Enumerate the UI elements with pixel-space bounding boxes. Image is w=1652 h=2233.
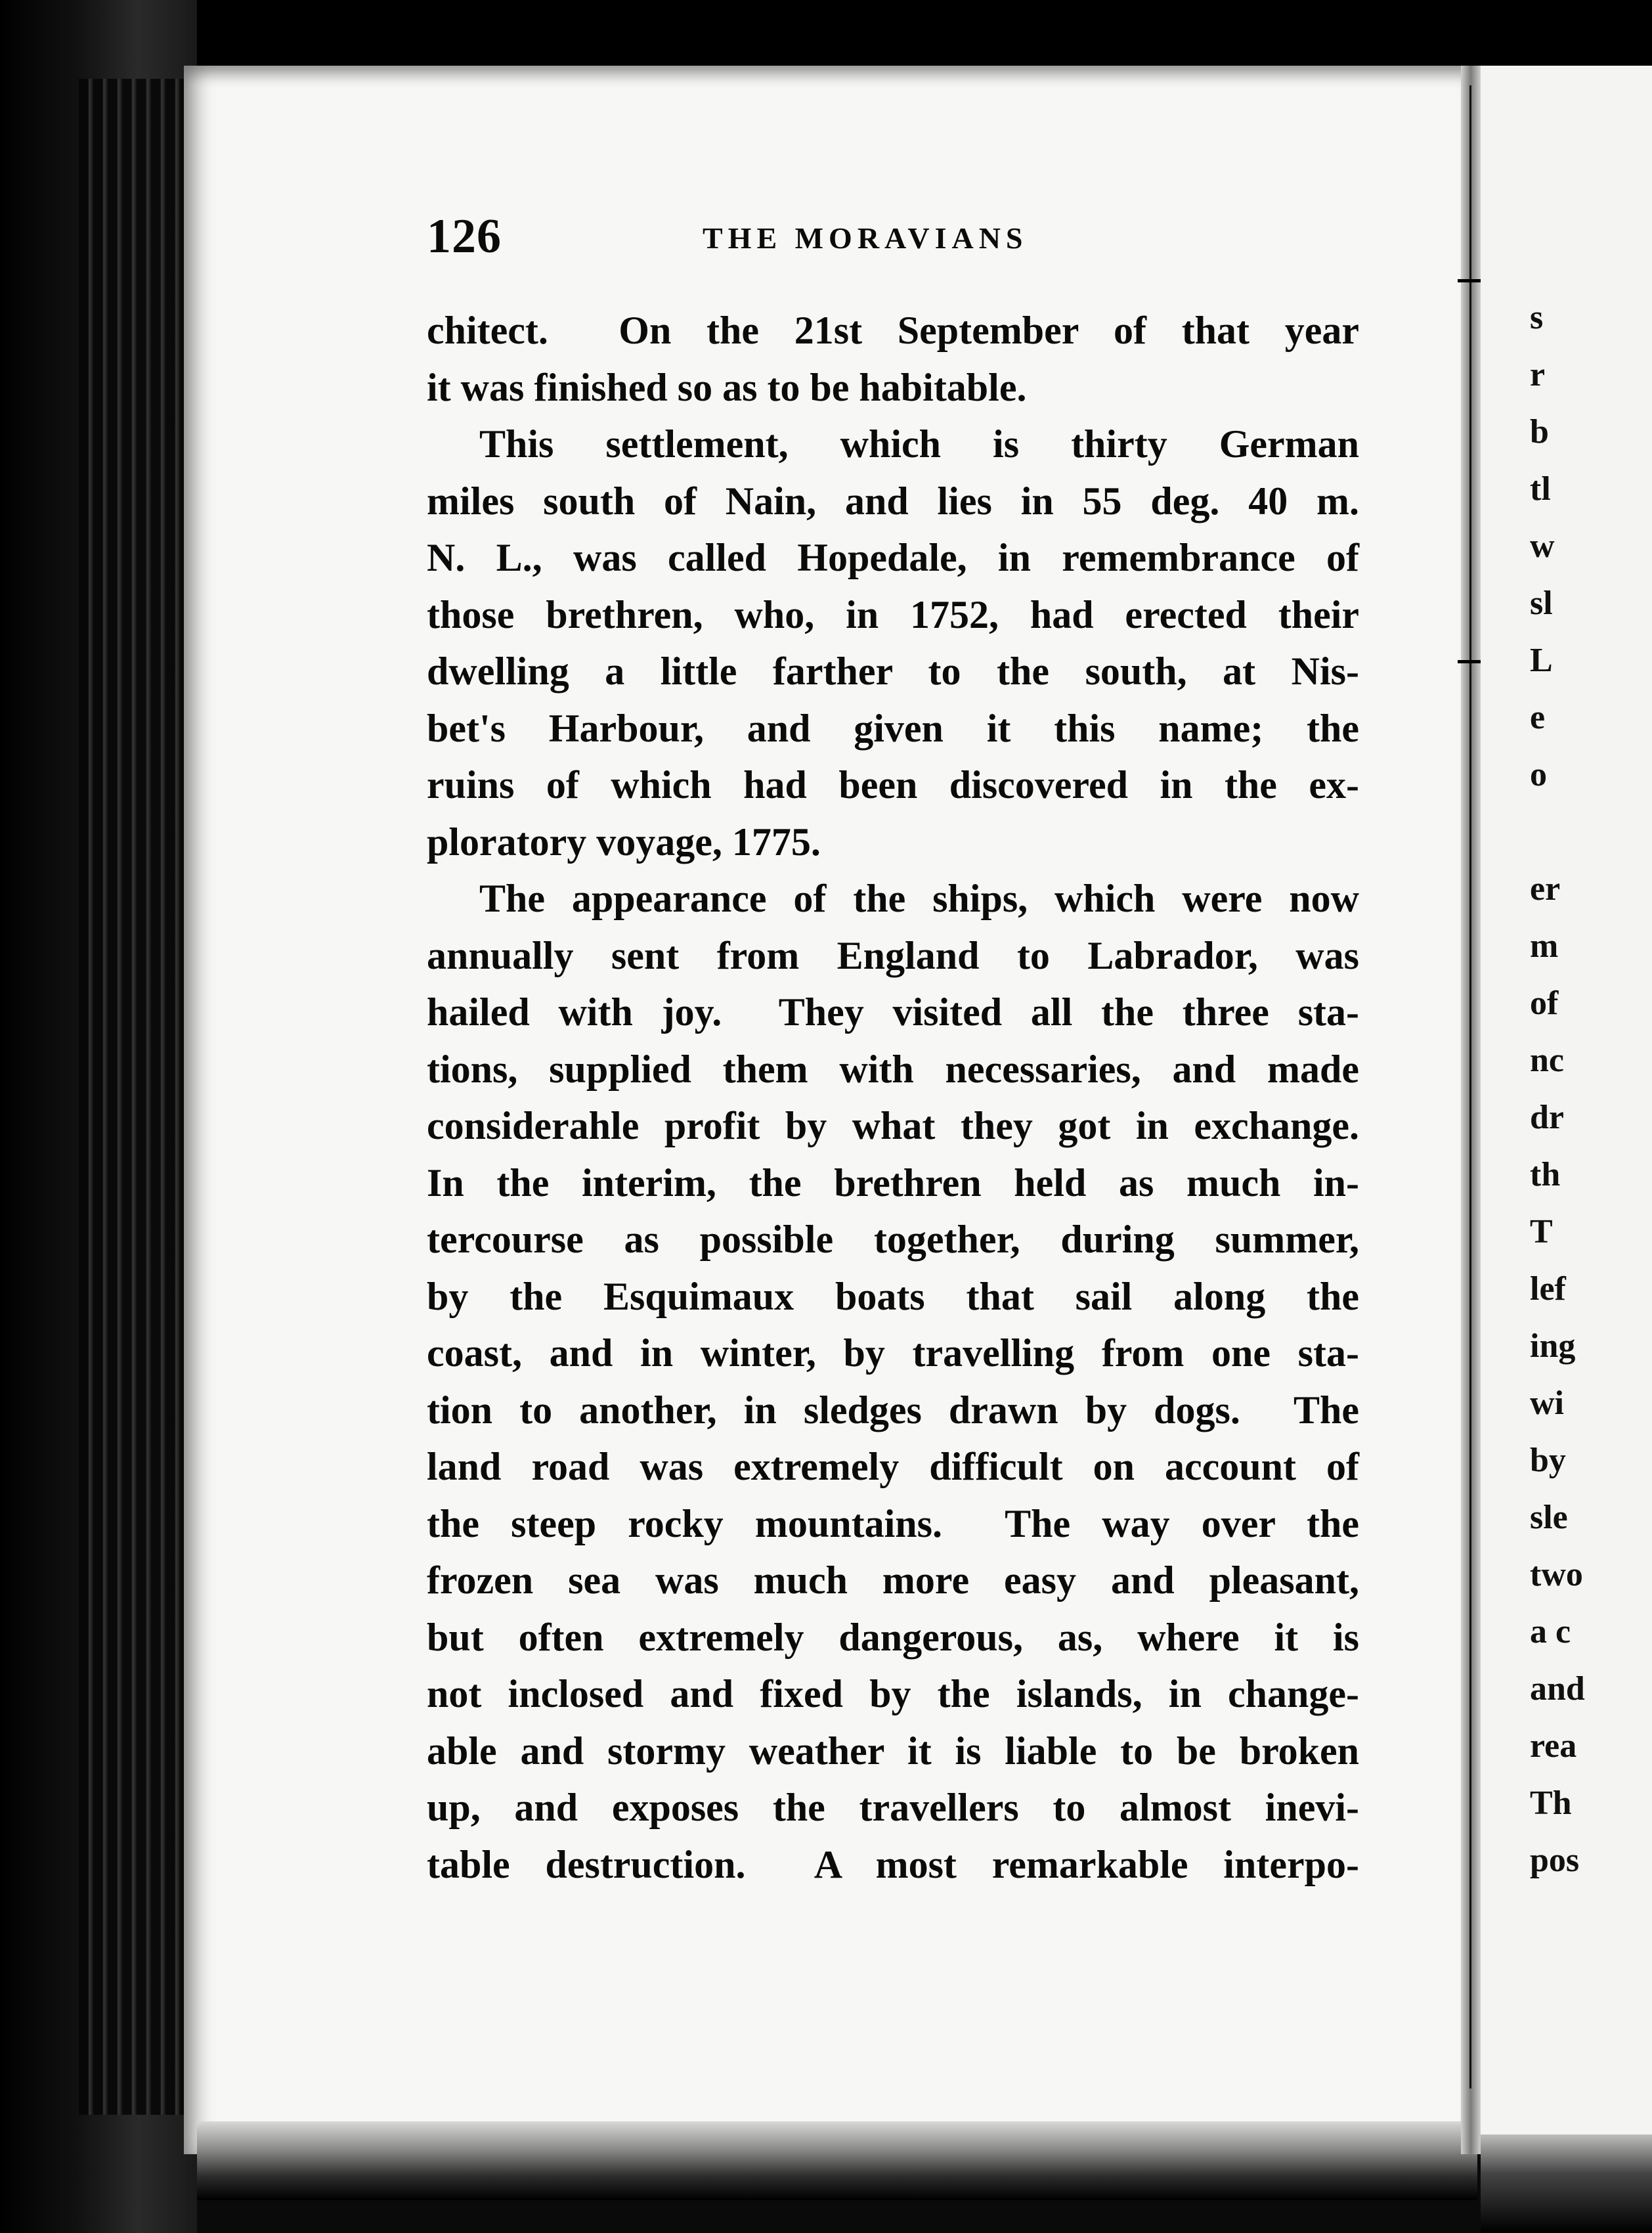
facing-fragment: sl [1530,585,1553,622]
text-line: annually sent from England to Labrador, was [427,933,1359,977]
facing-fragment: s [1530,299,1544,336]
text-line: up, and exposes the travellers to almost inevi- [427,1786,1359,1829]
facing-fragment: m [1530,927,1559,965]
text-line: those brethren, who, in 1752, had erected their [427,592,1359,636]
text-line: chitect. On the 21st September of that year [427,309,1359,352]
facing-fragment: and [1530,1670,1585,1708]
facing-fragment: two [1530,1556,1583,1593]
text-line: dwelling a little farther to the south, at Nis- [427,650,1359,693]
text-line: land road was extremely difficult on account of [427,1445,1359,1488]
facing-fragment [1530,803,1652,860]
facing-fragment: a c [1530,1613,1571,1650]
facing-fragment: e [1530,699,1546,736]
facing-fragment: of [1530,984,1559,1022]
text-line: it was finished so as to be habitable. [427,365,1027,409]
page-number: 126 [427,210,502,263]
facing-fragment: o [1530,756,1547,793]
text-line: miles south of Nain, and lies in 55 deg. 40 m. [427,479,1359,523]
text-line: tions, supplied them with necessaries, and made [427,1047,1359,1091]
facing-fragment: by [1530,1442,1566,1479]
facing-fragment: pos [1530,1842,1580,1879]
text-line: coast, and in winter, by travelling from one sta- [427,1331,1359,1375]
facing-fragment: L [1530,642,1553,679]
facing-page-text-fragments [1530,289,1652,1889]
facing-fragment: rea [1530,1727,1577,1765]
text-line: frozen sea was much more easy and pleasant, [427,1559,1359,1602]
facing-fragment: nc [1530,1042,1564,1079]
text-line: ploratory voyage, 1775. [427,820,821,864]
facing-fragment: T [1530,1213,1553,1250]
text-line: In the interim, the brethren held as much in- [427,1161,1359,1205]
text-line: the steep rocky mountains. The way over the [427,1501,1359,1545]
text-line: The appearance of the ships, which were now [479,877,1359,920]
facing-fragment: r [1530,356,1546,393]
facing-fragment: tl [1530,470,1551,508]
facing-fragment: sle [1530,1499,1568,1536]
page-bottom-edge [197,2121,1477,2200]
facing-fragment: th [1530,1156,1561,1193]
gutter-tick-middle [1458,660,1484,663]
running-title: THE MORAVIANS [703,221,1028,255]
text-line: ruins of which had been discovered in the ex- [427,763,1359,807]
text-line: but often extremely dangerous, as, where it is [427,1615,1359,1659]
facing-fragment: Th [1530,1784,1572,1822]
text-line: bet's Harbour, and given it this name; the [427,706,1359,750]
text-line: by the Esquimaux boats that sail along the [427,1274,1359,1318]
text-line: hailed with joy. They visited all the three sta- [427,990,1359,1034]
facing-fragment: wi [1530,1384,1564,1422]
facing-fragment: w [1530,527,1555,565]
facing-fragment: dr [1530,1099,1564,1136]
facing-fragment: b [1530,413,1549,451]
gutter-tick-top [1458,279,1484,282]
facing-fragment: ing [1530,1327,1576,1365]
text-line: able and stormy weather it is liable to be broken [427,1729,1359,1773]
gutter-line [1469,85,1471,2089]
text-line: tion to another, in sledges drawn by dogs. The [427,1388,1359,1432]
facing-page-bottom-edge [1481,2134,1652,2233]
text-line: not inclosed and fixed by the islands, in change- [427,1672,1359,1715]
facing-fragment: er [1530,870,1561,908]
text-line: table destruction. A most remarkable interpo- [427,1842,1359,1886]
text-line: considerahle profit by what they got in exchange. [427,1104,1359,1147]
scan-top-border [0,0,1652,72]
body-text [427,302,1359,1893]
text-line: This settlement, which is thirty German [479,422,1359,466]
text-line: N. L., was called Hopedale, in remembrance of [427,536,1359,579]
text-line: tercourse as possible together, during summer, [427,1218,1359,1261]
facing-fragment: lef [1530,1270,1566,1308]
running-header [427,209,1346,261]
binding-page-edges [79,79,190,2115]
